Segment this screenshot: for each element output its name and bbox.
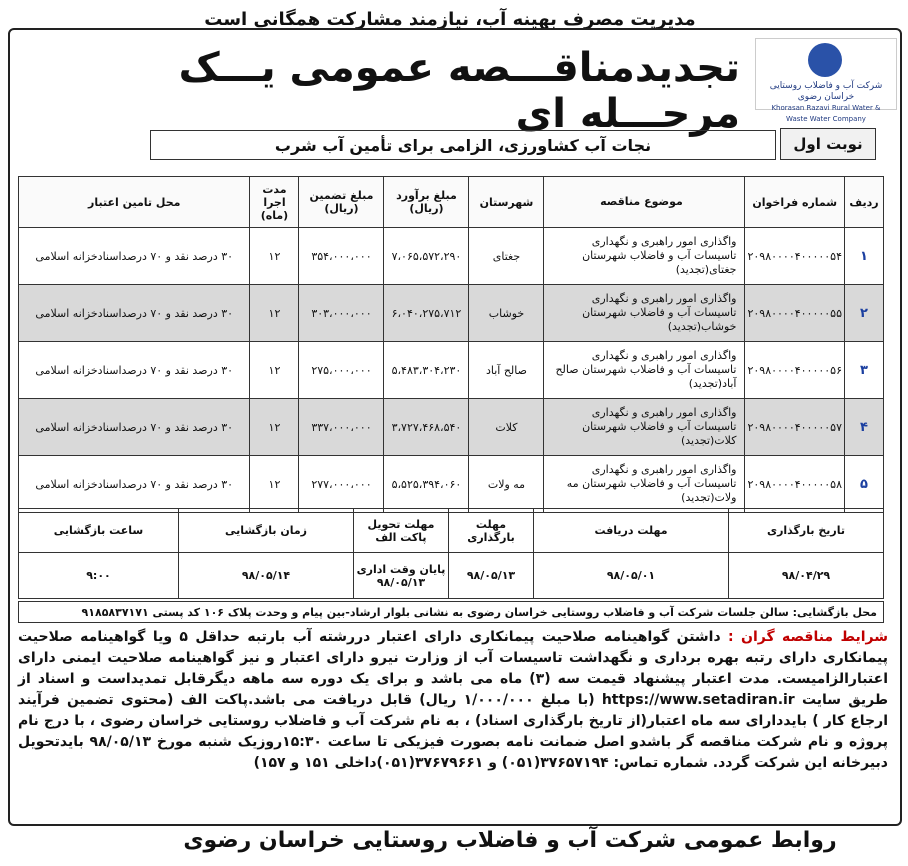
cell-duration: ۱۲ <box>250 342 299 399</box>
header-guarantee: مبلغ تضمین (ریال) <box>299 177 384 228</box>
cell-code: ۲۰۹۸۰۰۰۰۴۰۰۰۰۰۵۶ <box>745 342 845 399</box>
cell-guarantee: ۳۳۷،۰۰۰،۰۰۰ <box>299 399 384 456</box>
water-drop-icon <box>808 43 842 77</box>
subject-banner: نجات آب کشاورزی، الزامی برای تأمین آب شرب <box>150 130 776 160</box>
header-row-num: ردیف <box>845 177 884 228</box>
cell-duration: ۱۲ <box>250 399 299 456</box>
header-estimate: مبلغ برآورد (ریال) <box>384 177 469 228</box>
schedule-table <box>18 508 884 599</box>
schedule-receive: ۹۸/۰۵/۰۱ <box>534 553 729 599</box>
cell-estimate: ۷،۰۶۵،۵۷۲،۲۹۰ <box>384 228 469 285</box>
cell-city: صالح آباد <box>469 342 544 399</box>
schedule-header-upload-date: تاریخ بارگذاری <box>729 509 884 553</box>
row-number: ۳ <box>845 342 884 399</box>
cell-guarantee: ۲۷۵،۰۰۰،۰۰۰ <box>299 342 384 399</box>
conditions-text-1: داشتن گواهینامه صلاحیت پیمانکاری دارای اعتبار دررشته آب بارتبه حداقل ۵ ویا گواهینامه صلاحیت پیمانکاری دارای رتبه بهره برداری و نگهداشت تاسیسات آب از وزارت نیرو دارای اعتبار و نیز گواهینامه صلاحیت ایمنی دارای اعتبارالزامیست. مدت اعتبار پیشنهاد قیمت سه (۳) ماه می باشد و برای یک دوره سه ماهه دیگرقابل تمدیداست و اسناد از طریق سایت <box>18 629 889 708</box>
schedule-opening-time: ۹:۰۰ <box>19 553 179 599</box>
cell-city: مه ولات <box>469 456 544 513</box>
header-code: شماره فراخوان <box>745 177 845 228</box>
round-badge: نوبت اول <box>780 128 876 160</box>
slogan-text: مدیریت مصرف بهینه آب، نیازمند مشارکت همگانی است <box>204 8 696 30</box>
row-number: ۴ <box>845 399 884 456</box>
opening-venue: محل بازگشایی: سالن جلسات شرکت آب و فاضلاب روستایی خراسان رضوی به نشانی بلوار ارشاد-بین پیام و وحدت پلاک ۱۰۶ کد پستی ۹۱۸۵۸۳۷۱۷۱ <box>18 601 884 623</box>
header-funding: محل تامین اعتبار <box>19 177 250 228</box>
cell-duration: ۱۲ <box>250 228 299 285</box>
schedule-opening-date: ۹۸/۰۵/۱۴ <box>179 553 354 599</box>
table-row <box>19 399 884 456</box>
schedule-upload-date: ۹۸/۰۴/۲۹ <box>729 553 884 599</box>
cell-subject: واگذاری امور راهبری و نگهداری تاسیسات آب و فاضلاب شهرستان خوشاب(تجدید) <box>544 285 745 342</box>
cell-code: ۲۰۹۸۰۰۰۰۴۰۰۰۰۰۵۴ <box>745 228 845 285</box>
cell-funding: ۳۰ درصد نقد و ۷۰ درصداسنادخزانه اسلامی <box>19 342 250 399</box>
cell-code: ۲۰۹۸۰۰۰۰۴۰۰۰۰۰۵۷ <box>745 399 845 456</box>
cell-duration: ۱۲ <box>250 285 299 342</box>
logo-org-fa: شرکت آب و فاضلاب روستایی خراسان رضوی <box>769 81 883 102</box>
schedule-header-opening-time: ساعت بازگشایی <box>19 509 179 553</box>
company-logo <box>755 38 897 123</box>
cell-estimate: ۵،۵۲۵،۳۹۴،۰۶۰ <box>384 456 469 513</box>
schedule-header-upload-deadline: مهلت بارگذاری <box>449 509 534 553</box>
cell-funding: ۳۰ درصد نقد و ۷۰ درصداسنادخزانه اسلامی <box>19 228 250 285</box>
conditions-text-2: (با مبلغ ۱/۰۰۰/۰۰۰ ریال) قابل دریافت می باشد.پاکت الف (محتوی تضمین فرآیند ارجاع کار ) بایددارای سه ماه اعتبار(از تاریخ بارگذاری اسناد) ، به نام شرکت آب و فاضلاب روستایی خراسان رضوی ، با درج نام پروژه و نام شرکت مناقصه گر باشدو اصل ضمانت نامه بصورت فیزیکی تا ساعت ۱۵:۳۰روزیک شنبه مورخ ۹۸/۰۵/۱۳ بایدتحویل دبیرخانه این شرکت گردد. شماره تماس: ۳۷۶۵۷۱۹۴(۰۵۱) و ۳۷۶۷۹۶۶۱(۰۵۱)داخلی ۱۵۱ و ۱۵۷) <box>18 692 888 771</box>
cell-guarantee: ۳۵۴،۰۰۰،۰۰۰ <box>299 228 384 285</box>
cell-subject: واگذاری امور راهبری و نگهداری تاسیسات آب و فاضلاب شهرستان کلات(تجدید) <box>544 399 745 456</box>
cell-estimate: ۵،۴۸۳،۳۰۴،۲۳۰ <box>384 342 469 399</box>
logo-org-en: Khorasan Razavi Rural Water & Waste Water Company <box>771 104 881 123</box>
row-number: ۵ <box>845 456 884 513</box>
cell-estimate: ۳،۷۲۷،۴۶۸،۵۴۰ <box>384 399 469 456</box>
table-header-row <box>19 177 884 228</box>
cell-subject: واگذاری امور راهبری و نگهداری تاسیسات آب و فاضلاب شهرستان مه ولات(تجدید) <box>544 456 745 513</box>
cell-guarantee: ۲۷۷،۰۰۰،۰۰۰ <box>299 456 384 513</box>
cell-guarantee: ۳۰۳،۰۰۰،۰۰۰ <box>299 285 384 342</box>
cell-city: خوشاب <box>469 285 544 342</box>
row-number: ۱ <box>845 228 884 285</box>
footer-public-relations: روابط عمومی شرکت آب و فاضلاب روستایی خراسان رضوی <box>183 827 837 853</box>
table-row <box>19 228 884 285</box>
cell-city: جغتای <box>469 228 544 285</box>
header-duration: مدت اجرا (ماه) <box>250 177 299 228</box>
cell-subject: واگذاری امور راهبری و نگهداری تاسیسات آب و فاضلاب شهرستان جغتای(تجدید) <box>544 228 745 285</box>
table-row <box>19 285 884 342</box>
table-row <box>19 456 884 513</box>
cell-funding: ۳۰ درصد نقد و ۷۰ درصداسنادخزانه اسلامی <box>19 285 250 342</box>
schedule-upload-deadline: ۹۸/۰۵/۱۳ <box>449 553 534 599</box>
row-number: ۲ <box>845 285 884 342</box>
header-subject: موضوع مناقصه <box>544 177 745 228</box>
cell-funding: ۳۰ درصد نقد و ۷۰ درصداسنادخزانه اسلامی <box>19 456 250 513</box>
cell-code: ۲۰۹۸۰۰۰۰۴۰۰۰۰۰۵۸ <box>745 456 845 513</box>
schedule-values-row <box>19 553 884 599</box>
cell-subject: واگذاری امور راهبری و نگهداری تاسیسات آب و فاضلاب شهرستان صالح آباد(تجدید) <box>544 342 745 399</box>
schedule-header-receive: مهلت دریافت <box>534 509 729 553</box>
tender-table <box>18 176 884 513</box>
schedule-envelope: پایان وقت اداری ۹۸/۰۵/۱۳ <box>354 553 449 599</box>
header-city: شهرستان <box>469 177 544 228</box>
cell-estimate: ۶،۰۴۰،۲۷۵،۷۱۲ <box>384 285 469 342</box>
page-title: تجدیدمناقـــصه عمومی یـــک مرحـــله ای <box>178 45 740 137</box>
cell-code: ۲۰۹۸۰۰۰۰۴۰۰۰۰۰۵۵ <box>745 285 845 342</box>
cell-duration: ۱۲ <box>250 456 299 513</box>
cell-city: کلات <box>469 399 544 456</box>
setadiran-link[interactable]: https://www.setadiran.ir <box>601 692 795 708</box>
conditions-label: شرایط مناقصه گران : <box>728 629 889 645</box>
cell-funding: ۳۰ درصد نقد و ۷۰ درصداسنادخزانه اسلامی <box>19 399 250 456</box>
schedule-header-opening-date: زمان بازگشایی <box>179 509 354 553</box>
schedule-header-envelope: مهلت تحویل پاکت الف <box>354 509 449 553</box>
conditions-paragraph <box>18 627 888 774</box>
table-row <box>19 342 884 399</box>
schedule-header-row <box>19 509 884 553</box>
